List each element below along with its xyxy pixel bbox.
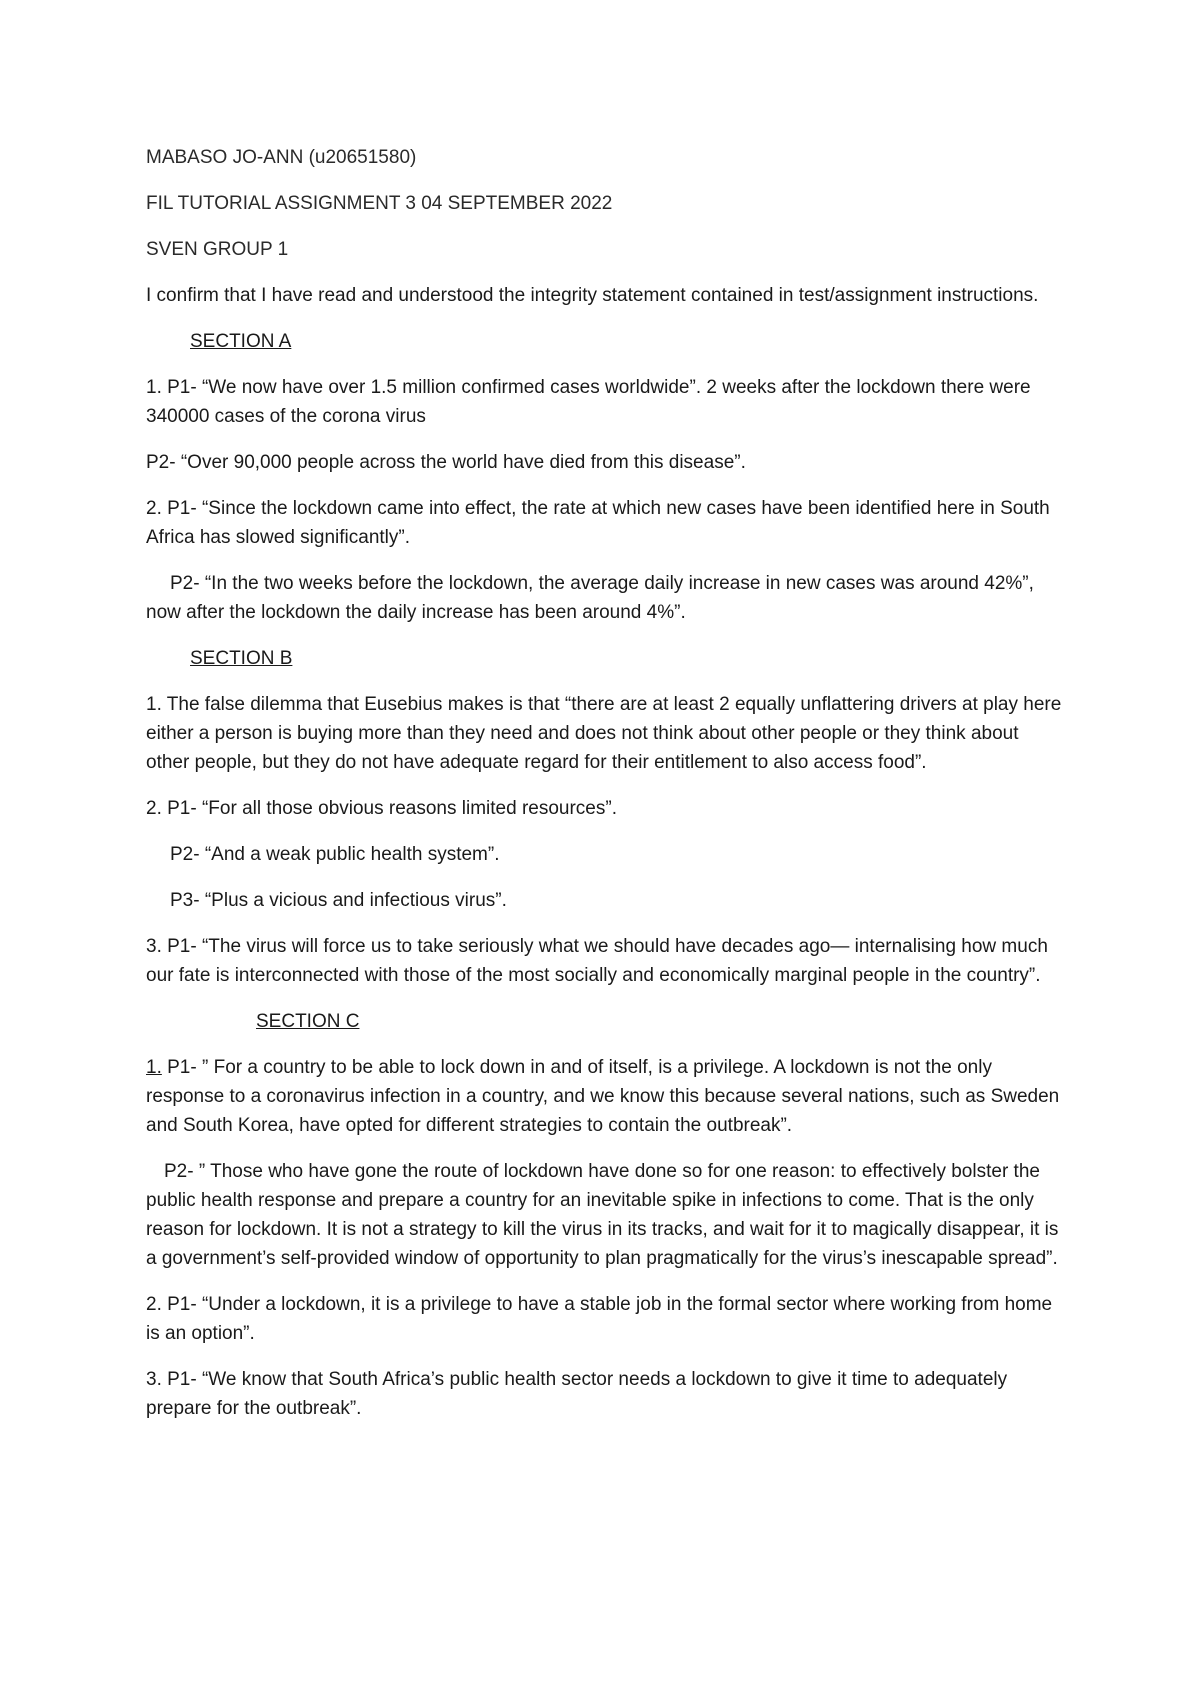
- section-a-q1-p2: P2- “Over 90,000 people across the world have died from this disease”.: [146, 452, 746, 473]
- section-a-q2-p1: 2. P1- “Since the lockdown came into effect, the rate at which new cases have been identified here in South Africa has slowed significantly”.: [146, 498, 1050, 548]
- section-c-heading: [146, 1007, 1066, 1036]
- section-c-q1-p1: [146, 1053, 1066, 1140]
- student-name-line: MABASO JO-ANN (u20651580): [146, 147, 417, 168]
- section-b-q2-p1: 2. P1- “For all those obvious reasons limited resources”.: [146, 798, 617, 819]
- document-body: [146, 143, 1066, 1440]
- section-a-heading: [146, 327, 1066, 356]
- assignment-title-line: FIL TUTORIAL ASSIGNMENT 3 04 SEPTEMBER 2022: [146, 193, 613, 214]
- section-a-q2-p2-text: P2- “In the two weeks before the lockdown, the average daily increase in new cases was around 42%”, now after the lockdown the daily increase has been around 4%”.: [146, 573, 1034, 623]
- section-c-q1-p2: [146, 1157, 1066, 1273]
- group-line: SVEN GROUP 1: [146, 239, 289, 260]
- section-c-q1-number: 1.: [146, 1057, 162, 1078]
- integrity-statement: I confirm that I have read and understood the integrity statement contained in test/assignment instructions.: [146, 285, 1039, 306]
- section-b-heading: [146, 644, 1066, 673]
- section-b-q2-p2: P2- “And a weak public health system”.: [170, 844, 500, 865]
- section-c-q2-p1: 2. P1- “Under a lockdown, it is a privilege to have a stable job in the formal sector where working from home is an option”.: [146, 1294, 1053, 1344]
- section-c-heading-text: SECTION C: [256, 1011, 360, 1032]
- section-b-q1: 1. The false dilemma that Eusebius makes is that “there are at least 2 equally unflattering drivers at play here either a person is buying more than they need and does not think about other people or they think about other people, but they do not have adequate regard for their entitlement to also access food”.: [146, 694, 1062, 773]
- section-b-q2-p3: P3- “Plus a vicious and infectious virus”.: [170, 890, 507, 911]
- section-c-q3-p1: 3. P1- “We know that South Africa’s public health sector needs a lockdown to give it time to adequately prepare for the outbreak”.: [146, 1369, 1008, 1419]
- section-b-heading-text: SECTION B: [190, 648, 293, 669]
- section-a-heading-text: SECTION A: [190, 331, 292, 352]
- section-a-q2-p2: [146, 569, 1066, 627]
- section-b-q3-p1: 3. P1- “The virus will force us to take seriously what we should have decades ago— internalising how much our fate is interconnected with those of the most socially and economically marginal people in the country”.: [146, 936, 1048, 986]
- section-c-q1-p1-text: P1- ” For a country to be able to lock down in and of itself, is a privilege. A lockdown is not the only response to a coronavirus infection in a country, and we know this because several nations, such as Sweden and South Korea, have opted for different strategies to contain the outbreak”.: [146, 1057, 1060, 1136]
- section-a-q1-p1: 1. P1- “We now have over 1.5 million confirmed cases worldwide”. 2 weeks after the lockdown there were 340000 cases of the corona virus: [146, 377, 1031, 427]
- section-c-q1-p2-text: P2- ” Those who have gone the route of lockdown have done so for one reason: to effectively bolster the public health response and prepare a country for an inevitable spike in infections to come. That is the only reason for lockdown. It is not a strategy to kill the virus in its tracks, and wait for it to magically disappear, it is a government’s self-provided window of opportunity to plan pragmatically for the virus’s inescapable spread”.: [146, 1161, 1059, 1269]
